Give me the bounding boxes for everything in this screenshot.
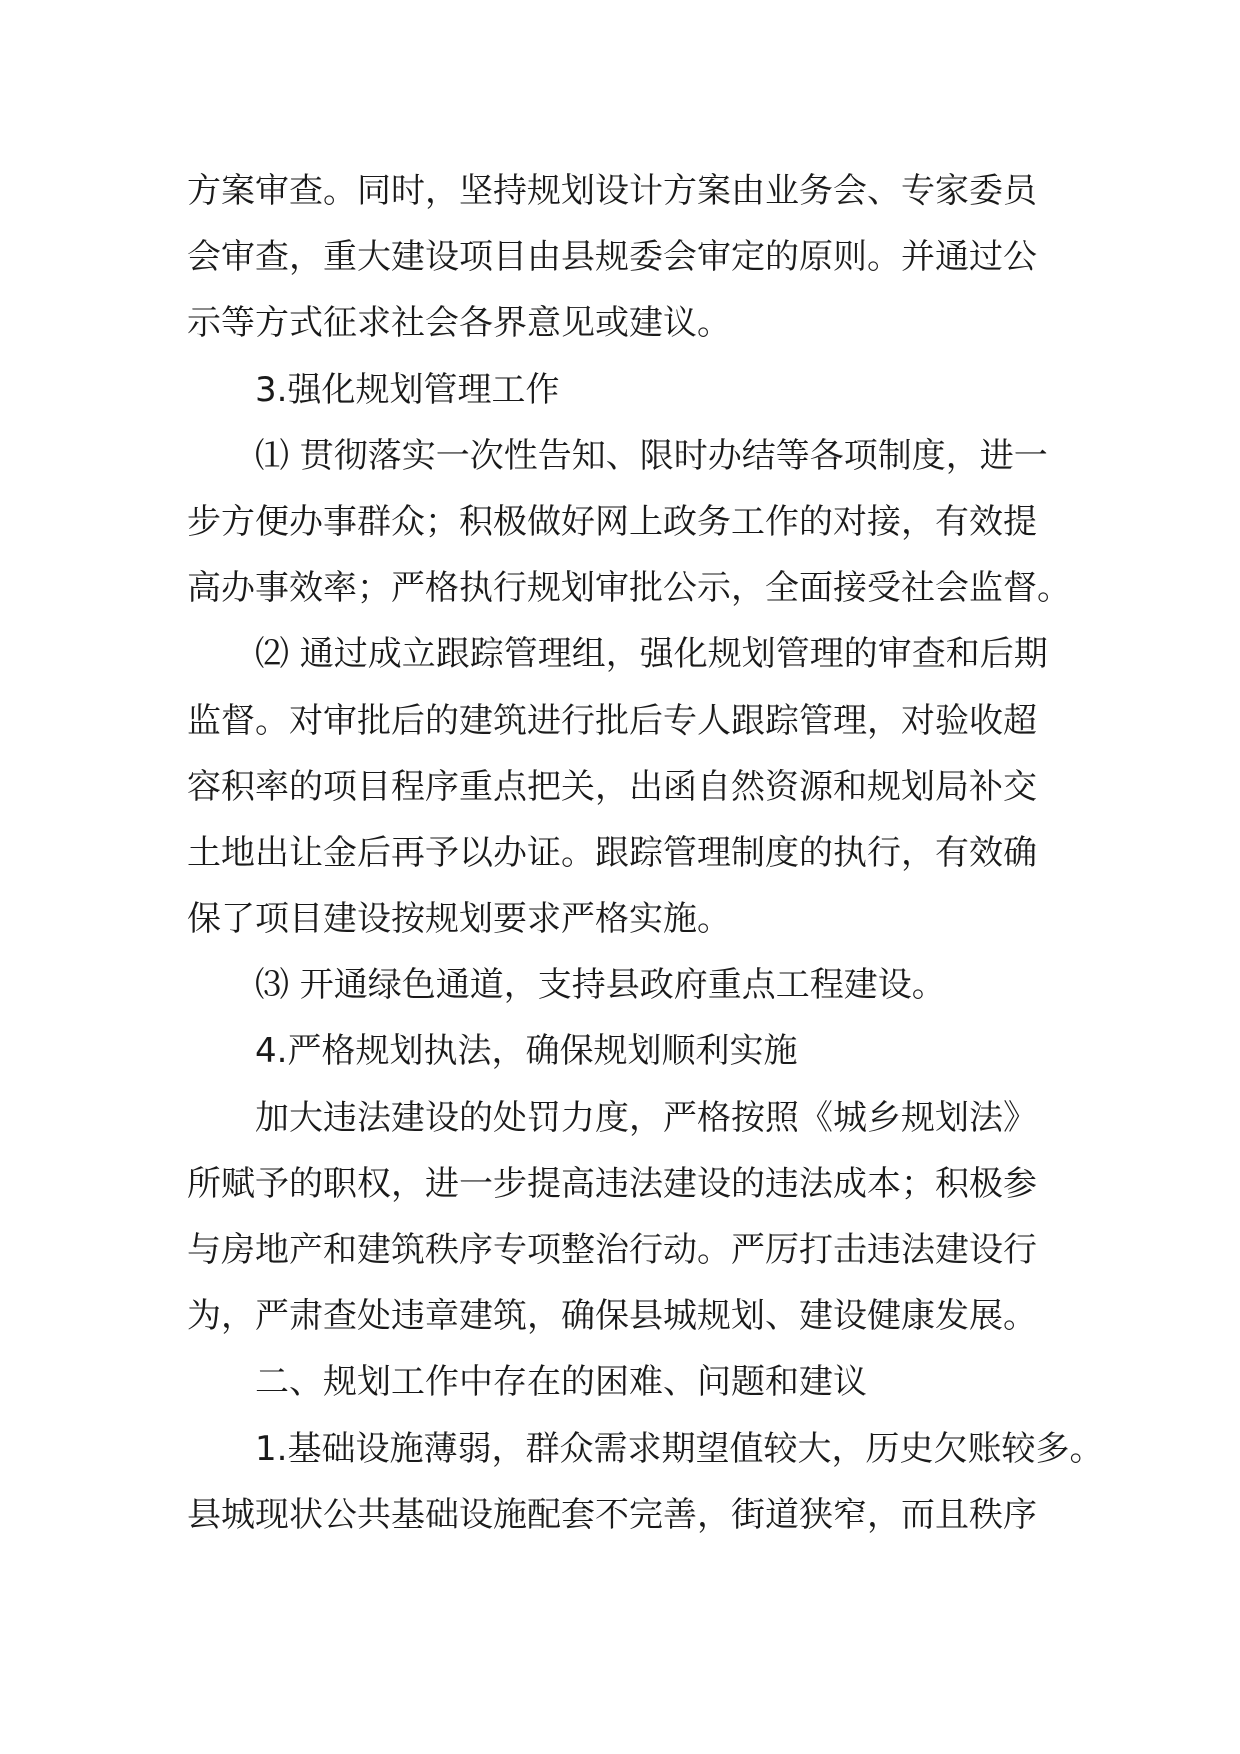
text-line: 土地出让金后再予以办证。跟踪管理制度的执行，有效确 [187,832,1037,873]
text-line: 容积率的项目程序重点把关，出函自然资源和规划局补交 [187,766,1037,807]
text-line: 为，严肃查处违章建筑，确保县城规划、建设健康发展。 [187,1296,1037,1337]
text-line: 示等方式征求社会各界意见或建议。 [187,303,731,344]
text-line: 县城现状公共基础设施配套不完善，街道狭窄，而且秩序 [187,1494,1037,1535]
text-line: 保了项目建设按规划要求严格实施。 [187,899,731,940]
text-line: 所赋予的职权，进一步提高违法建设的违法成本；积极参 [187,1163,1037,1204]
text-line: 高办事效率；严格执行规划审批公示，全面接受社会监督。 [187,568,1071,609]
section-heading: 3.强化规划管理工作 [255,369,560,410]
text-line: 1.基础设施薄弱，群众需求期望值较大，历史欠账较多。 [255,1428,1104,1469]
text-line: 与房地产和建筑秩序专项整治行动。严厉打击违法建设行 [187,1230,1037,1270]
document-body [187,158,1104,1548]
text-line: 监督。对审批后的建筑进行批后专人跟踪管理，对验收超 [187,700,1037,741]
text-line: 步方便办事群众；积极做好网上政务工作的对接，有效提 [187,501,1037,542]
text-line: ⑶ 开通绿色通道，支持县政府重点工程建设。 [255,965,946,1006]
section-heading: 二、规划工作中存在的困难、问题和建议 [255,1362,867,1403]
text-line: 加大违法建设的处罚力度，严格按照《城乡规划法》 [255,1097,1037,1138]
section-heading: 4.严格规划执法，确保规划顺利实施 [255,1031,798,1072]
text-line: ⑵ 通过成立跟踪管理组，强化规划管理的审查和后期 [255,634,1048,675]
text-line: ⑴ 贯彻落实一次性告知、限时办结等各项制度，进一 [255,435,1048,476]
text-line: 会审查，重大建设项目由县规委会审定的原则。并通过公 [187,237,1037,278]
text-line: 方案审查。同时，坚持规划设计方案由业务会、专家委员 [187,171,1037,211]
